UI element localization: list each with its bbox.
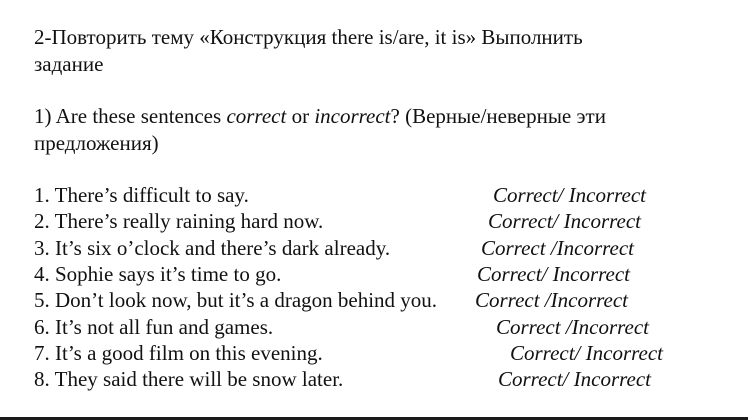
instruction-correct-word: correct (226, 104, 287, 128)
instruction-suffix: ? (Верные/неверные эти (390, 104, 606, 128)
sentence-5: 5. Don’t look now, but it’s a dragon behind you. (34, 288, 438, 312)
sentence-7: 7. It’s a good film on this evening. (34, 341, 323, 365)
instruction-line-2: предложения) (34, 131, 159, 155)
task-title-line-2: задание (34, 52, 104, 76)
sentence-1: 1. There’s difficult to say. (34, 183, 249, 207)
options-4: Correct/ Incorrect (477, 262, 630, 286)
options-1: Correct/ Incorrect (493, 183, 646, 207)
options-7: Correct/ Incorrect (510, 341, 663, 365)
instruction-middle: or (286, 104, 315, 128)
task-title-line-1: 2-Повторить тему «Конструкция there is/are, it is» Выполнить (34, 25, 583, 49)
options-2: Correct/ Incorrect (488, 209, 641, 233)
instruction-prefix: 1) Are these sentences (34, 104, 227, 128)
options-8: Correct/ Incorrect (498, 367, 651, 391)
options-3: Correct /Incorrect (481, 236, 634, 260)
instruction-incorrect-word: incorrect (314, 104, 391, 128)
sentence-3: 3. It’s six o’clock and there’s dark already. (34, 236, 391, 260)
options-5: Correct /Incorrect (475, 288, 628, 312)
sentence-8: 8. They said there will be snow later. (34, 367, 344, 391)
sentence-6: 6. It’s not all fun and games. (34, 315, 274, 339)
instruction-line-1 (34, 103, 606, 129)
sentence-4: 4. Sophie says it’s time to go. (34, 262, 282, 286)
options-6: Correct /Incorrect (496, 315, 649, 339)
sentence-2: 2. There’s really raining hard now. (34, 209, 324, 233)
